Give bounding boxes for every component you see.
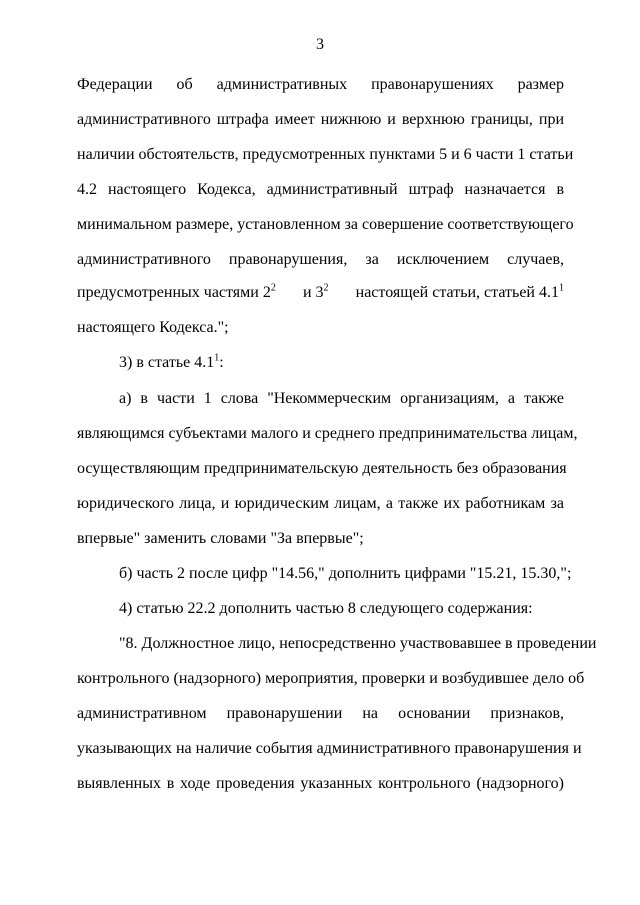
text-line: "8. Должностное лицо, непосредственно участвовавшее в проведении	[119, 635, 597, 652]
text-line: административного правонарушения, за исключением случаев,	[77, 251, 564, 268]
text-line: Федерации об административных правонарушениях размер	[77, 76, 564, 93]
page-number: 3	[316, 36, 324, 53]
text-line: наличии обстоятельств, предусмотренных пунктами 5 и 6 части 1 статьи	[77, 146, 574, 163]
list-item-heading: 3) в статье $4.1^1$:	[119, 352, 224, 371]
text-line: осуществляющим предпринимательскую деятельность без образования	[77, 460, 567, 477]
text-line: а) в части 1 слова "Некоммерческим организациям, а также	[119, 390, 564, 407]
text-line: административном правонарушении на основании признаков,	[77, 705, 564, 722]
text-line: минимальном размере, установленном за совершение соответствующего	[77, 216, 574, 233]
text-fragment: настоящей статьи, статьей $4.1^1$	[355, 282, 564, 301]
text-line: настоящего Кодекса.";	[77, 319, 229, 336]
text-line: б) часть 2 после цифр "14.56," дополнить цифрами "15.21, 15.30,";	[119, 565, 572, 582]
text-line: 4) статью 22.2 дополнить частью 8 следующего содержания:	[119, 600, 533, 617]
text-fragment: предусмотренных частями $2^2$	[77, 282, 276, 301]
text-fragment: и $3^2$	[302, 282, 329, 301]
text-line	[77, 282, 564, 304]
text-line: 4.2 настоящего Кодекса, административный штраф назначается в	[77, 181, 564, 198]
text-line: юридического лица, и юридическим лицам, а также их работникам за	[77, 495, 564, 512]
text-line: контрольного (надзорного) мероприятия, проверки и возбудившее дело об	[77, 670, 585, 687]
text-line: являющимся субъектами малого и среднего предпринимательства лицам,	[77, 425, 578, 442]
text-line: указывающих на наличие события административного правонарушения и	[77, 740, 582, 757]
text-line: выявленных в ходе проведения указанных контрольного (надзорного)	[77, 775, 564, 792]
text-line: впервые" заменить словами "За впервые";	[77, 530, 364, 547]
text-line: административного штрафа имеет нижнюю и верхнюю границы, при	[77, 111, 564, 128]
